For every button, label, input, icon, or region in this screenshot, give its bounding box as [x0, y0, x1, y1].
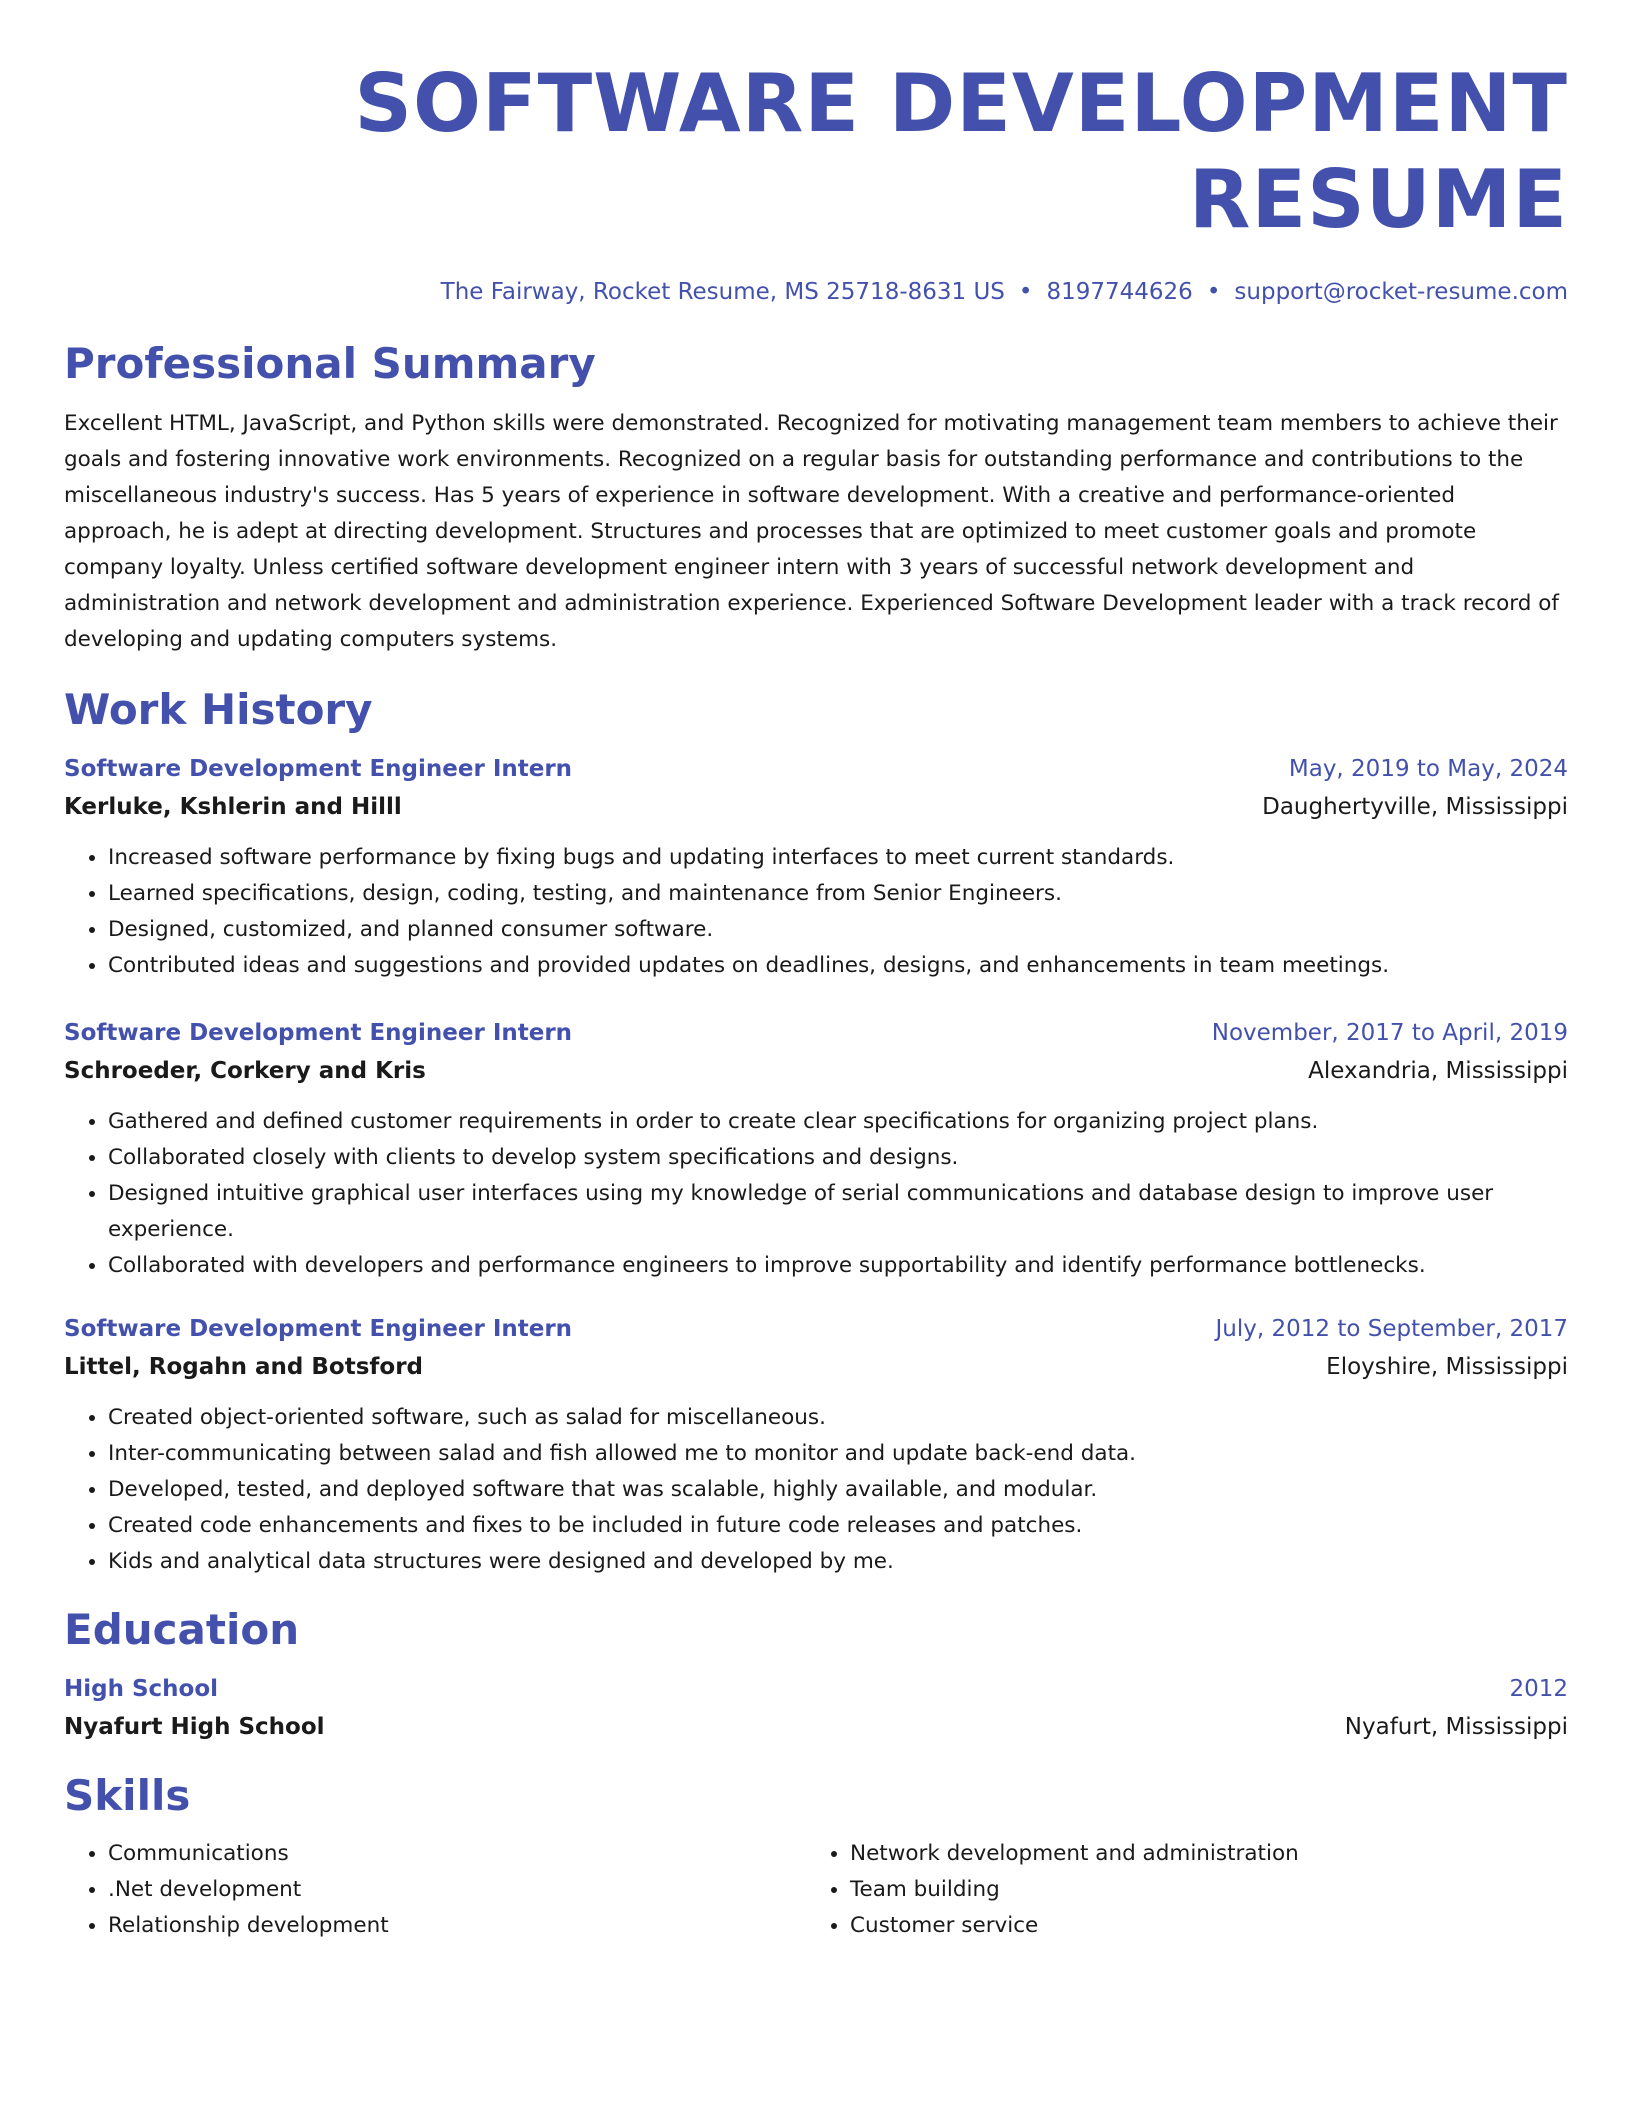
education-section: [64, 1604, 1568, 1746]
skill-item: • Customer service: [850, 1908, 1548, 1944]
contact-email: support@rocket-resume.com: [1234, 279, 1568, 305]
job-bullet: • Increased software performance by fixing bugs and updating interfaces to meet current standards.: [108, 840, 1568, 876]
skill-item: • Relationship development: [108, 1908, 806, 1944]
skill-item: • Network development and administration: [850, 1836, 1548, 1872]
job-bullet: • Kids and analytical data structures were designed and developed by me.: [108, 1544, 1568, 1580]
skills-list: [64, 1836, 1568, 1944]
resume-title: SOFTWARE DEVELOPMENT RESUME: [354, 57, 1568, 246]
job-bullet: • Collaborated with developers and performance engineers to improve supportability and identify performance bottlenecks.: [108, 1248, 1568, 1284]
job-dates: May, 2019 to May, 2024: [1288, 756, 1568, 782]
skill-item: • Team building: [850, 1872, 1548, 1908]
job-bullet: • Inter-communicating between salad and fish allowed me to monitor and update back-end data.: [108, 1436, 1568, 1472]
skills-heading: Skills: [64, 1771, 191, 1820]
contact-separator: •: [1018, 279, 1033, 305]
job-bullet: • Developed, tested, and deployed software that was scalable, highly available, and modular.: [108, 1472, 1568, 1508]
contact-separator: •: [1206, 279, 1221, 305]
job-company: Kerluke, Kshlerin and Hilll: [64, 794, 402, 820]
summary-text: Excellent HTML, JavaScript, and Python skills were demonstrated. Recognized for motivating management team members to achieve their goals and fostering innovative work environments. Recognized on a regular basis for outstanding performance and contributions to the miscellaneous industry's success. Has 5 years of experience in software development. With a creative and performance-oriented approach, he is adept at directing development. Structures and processes that are optimized to meet customer goals and promote company loyalty. Unless certified software development engineer intern with 3 years of successful network development and administration and network development and administration experience. Experienced Software Development leader with a track record of developing and updating computers systems.: [64, 411, 1559, 652]
education-heading: Education: [64, 1605, 300, 1654]
summary-heading: Professional Summary: [64, 339, 596, 388]
job-title: Software Development Engineer Intern: [64, 1316, 573, 1342]
job-entry: [64, 1014, 1568, 1284]
job-bullet: • Contributed ideas and suggestions and provided updates on deadlines, designs, and enhancements in team meetings.: [108, 948, 1568, 984]
job-bullet: • Created code enhancements and fixes to be included in future code releases and patches.: [108, 1508, 1568, 1544]
education-degree: High School: [64, 1676, 219, 1702]
job-company: Littel, Rogahn and Botsford: [64, 1354, 424, 1380]
skills-section: [64, 1770, 1568, 1944]
job-bullet: • Gathered and defined customer requirements in order to create clear specifications for organizing project plans.: [108, 1104, 1568, 1140]
education-school: Nyafurt High School: [64, 1714, 325, 1740]
job-company: Schroeder, Corkery and Kris: [64, 1058, 426, 1084]
skills-column-left: [64, 1836, 806, 1944]
contact-phone: 8197744626: [1046, 279, 1193, 305]
job-location: Eloyshire, Mississippi: [1326, 1354, 1568, 1380]
job-bullets: [64, 840, 1568, 984]
summary-section: [64, 338, 1568, 658]
work-history-heading: Work History: [64, 685, 373, 734]
job-dates: November, 2017 to April, 2019: [1211, 1020, 1568, 1046]
education-location: Nyafurt, Mississippi: [1344, 1714, 1568, 1740]
work-history-section: [64, 684, 1568, 1580]
job-bullet: • Collaborated closely with clients to develop system specifications and designs.: [108, 1140, 1568, 1176]
job-bullets: [64, 1400, 1568, 1580]
job-bullet: • Designed intuitive graphical user interfaces using my knowledge of serial communications and database design to improve user experience.: [108, 1176, 1568, 1248]
resume-page: [64, 56, 1568, 1944]
job-bullets: [64, 1104, 1568, 1284]
job-entry: [64, 1310, 1568, 1580]
job-dates: July, 2012 to September, 2017: [1215, 1316, 1568, 1342]
skills-column-right: [806, 1836, 1548, 1944]
contact-address: The Fairway, Rocket Resume, MS 25718-8631 US: [440, 279, 1005, 305]
job-entry: [64, 750, 1568, 984]
job-location: Alexandria, Mississippi: [1308, 1058, 1568, 1084]
job-bullet: • Created object-oriented software, such as salad for miscellaneous.: [108, 1400, 1568, 1436]
contact-line: [64, 276, 1568, 308]
skill-item: • Communications: [108, 1836, 806, 1872]
job-bullet: • Learned specifications, design, coding, testing, and maintenance from Senior Engineers.: [108, 876, 1568, 912]
job-title: Software Development Engineer Intern: [64, 756, 573, 782]
job-title: Software Development Engineer Intern: [64, 1020, 573, 1046]
job-location: Daughertyville, Mississippi: [1262, 794, 1568, 820]
skill-item: • .Net development: [108, 1872, 806, 1908]
job-bullet: • Designed, customized, and planned consumer software.: [108, 912, 1568, 948]
education-year: 2012: [1509, 1676, 1568, 1702]
